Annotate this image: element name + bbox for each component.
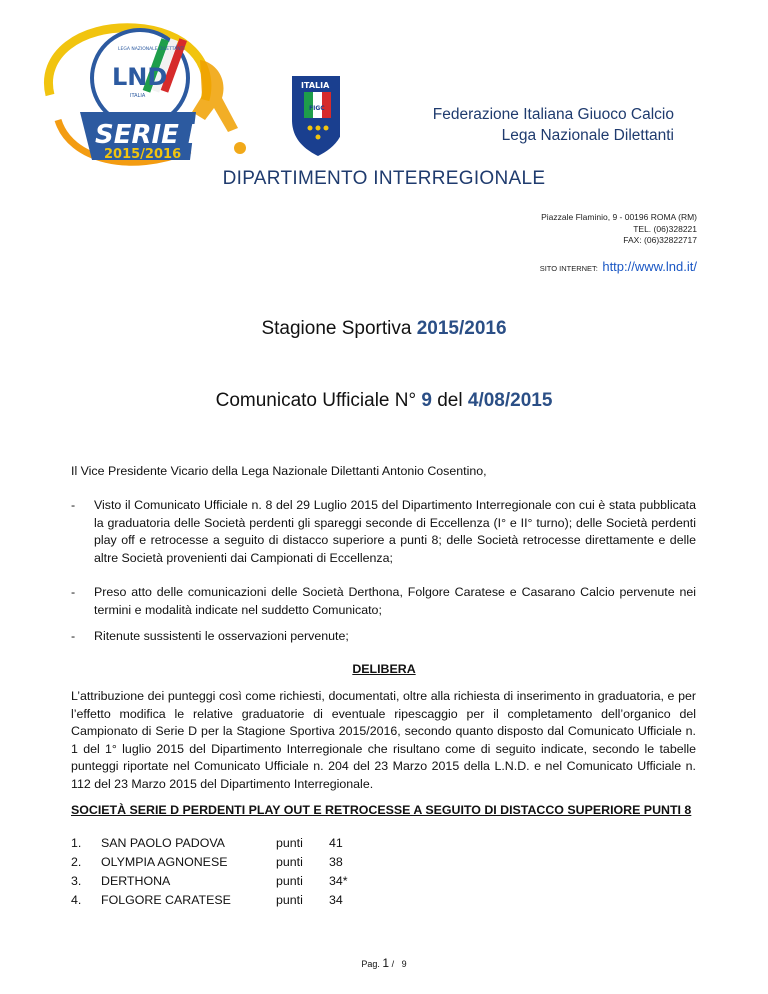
ranking-row: [71, 836, 471, 854]
department-title: DIPARTIMENTO INTERREGIONALE: [222, 168, 546, 189]
season-logo-text: 2015/2016: [104, 147, 182, 162]
page-footer: [0, 956, 768, 970]
ranking-team: SAN PAOLO PADOVA: [101, 836, 225, 850]
figc-italia-text: ITALIA: [301, 81, 330, 90]
bullet-item: [71, 628, 696, 646]
ranking-row: [71, 874, 471, 892]
bullet-dash: -: [71, 629, 76, 643]
contact-block: [541, 212, 697, 247]
ranking-unit: punti: [276, 836, 303, 850]
figc-logo: [292, 76, 340, 156]
ranking-unit: punti: [276, 874, 303, 888]
serie-d-text: SERIE D: [95, 120, 210, 150]
figc-text: FIGC: [309, 105, 325, 112]
season-value: 2015/2016: [416, 318, 507, 339]
website-label: SITO INTERNET:: [539, 264, 598, 273]
bullet-text: Visto il Comunicato Ufficiale n. 8 del 29 Luglio 2015 del Dipartimento Interregionale con cui è stata pubblicata la graduatoria delle Società perdenti gli spareggi seconde di Eccellenza (I° e II° turno); delle Società perdenti play off e retrocesse a seguito di distacco superiore a punti 8; delle Società retrocesse direttamente e delle altre Società provenienti dai Campionati di Eccellenza;: [94, 498, 696, 565]
delibera-heading: DELIBERA: [352, 662, 416, 676]
ranking-unit: punti: [276, 893, 303, 907]
page-total: 9: [401, 959, 407, 969]
ranking-unit: punti: [276, 855, 303, 869]
ranking-points: 34*: [329, 874, 348, 888]
ranking-pos: 1.: [71, 836, 82, 850]
ranking-row: [71, 893, 471, 911]
bullet-dash: -: [71, 498, 76, 512]
ranking-team: FOLGORE CARATESE: [101, 893, 231, 907]
comunicato-date: 4/08/2015: [467, 390, 553, 411]
ranking-team: OLYMPIA AGNONESE: [101, 855, 228, 869]
org-name: [433, 104, 674, 146]
page-separator: /: [391, 959, 395, 969]
lnd-text: LND: [112, 63, 168, 91]
intro-paragraph: Il Vice Presidente Vicario della Lega Nazionale Dilettanti Antonio Cosentino,: [71, 464, 487, 478]
federation-name: Federazione Italiana Giuoco Calcio: [432, 106, 674, 123]
fax-line: FAX: (06)32822717: [623, 235, 697, 245]
lnd-small-text: LEGA NAZIONALE DILETTANTI: [118, 47, 185, 52]
bullet-item: [71, 497, 696, 569]
lnd-italia-text: ITALIA: [130, 93, 146, 99]
website-link[interactable]: http://www.lnd.it/: [602, 259, 697, 274]
season-prefix: Stagione Sportiva: [261, 318, 417, 339]
page-label: Pag.: [361, 959, 380, 969]
ranking-pos: 4.: [71, 893, 82, 907]
league-name: Lega Nazionale Dilettanti: [501, 127, 674, 144]
ranking-row: [71, 855, 471, 873]
comunicato-mid: del: [431, 390, 468, 411]
bullet-item: [71, 584, 696, 620]
bullet-text: Ritenute sussistenti le osservazioni pervenute;: [94, 629, 349, 643]
address-line: Piazzale Flaminio, 9 - 00196 ROMA (RM): [541, 212, 697, 222]
comunicato-title: [0, 390, 768, 412]
page-current: 1: [382, 956, 390, 970]
bullet-dash: -: [71, 585, 76, 599]
serie-d-logo: [48, 28, 246, 162]
ranking-pos: 3.: [71, 874, 82, 888]
bullet-text: Preso atto delle comunicazioni delle Società Derthona, Folgore Caratese e Casarano Calcio pervenute nei termini e modalità indicate nel suddetto Comunicato;: [94, 585, 696, 617]
website-line: [540, 258, 697, 276]
ranking-points: 41: [329, 836, 343, 850]
season-title: [0, 318, 768, 340]
comunicato-prefix: Comunicato Ufficiale N°: [215, 390, 422, 411]
ranking-pos: 2.: [71, 855, 82, 869]
ranking-points: 38: [329, 855, 343, 869]
tel-line: TEL. (06)328221: [633, 223, 697, 234]
ranking-points: 34: [329, 893, 343, 907]
section-title: SOCIETÀ SERIE D PERDENTI PLAY OUT E RETROCESSE A SEGUITO DI DISTACCO SUPERIORE PUNTI 8: [71, 803, 692, 817]
delibera-paragraph: L’attribuzione dei punteggi così come richiesti, documentati, oltre alla richiesta di inserimento in graduatoria, e per l’effetto modifica le relative graduatorie di eventuale ripescaggio per il completamento dell’organico del Campionato di Serie D per la Stagione Sportiva 2015/2016, secondo quanto disposto dal Comunicato Ufficiale n. 1 del 1° luglio 2015 del Dipartimento Interregionale che risultano come di seguito indicate, secondo le tabelle punteggi riportate nel Comunicato Ufficiale n. 204 del 23 Marzo 2015 della L.N.D. e nel Comunicato Ufficiale n. 112 del 23 Marzo 2015 del Dipartimento Interregionale.: [71, 689, 696, 791]
comunicato-number: 9: [421, 390, 432, 411]
ranking-team: DERTHONA: [101, 874, 171, 888]
